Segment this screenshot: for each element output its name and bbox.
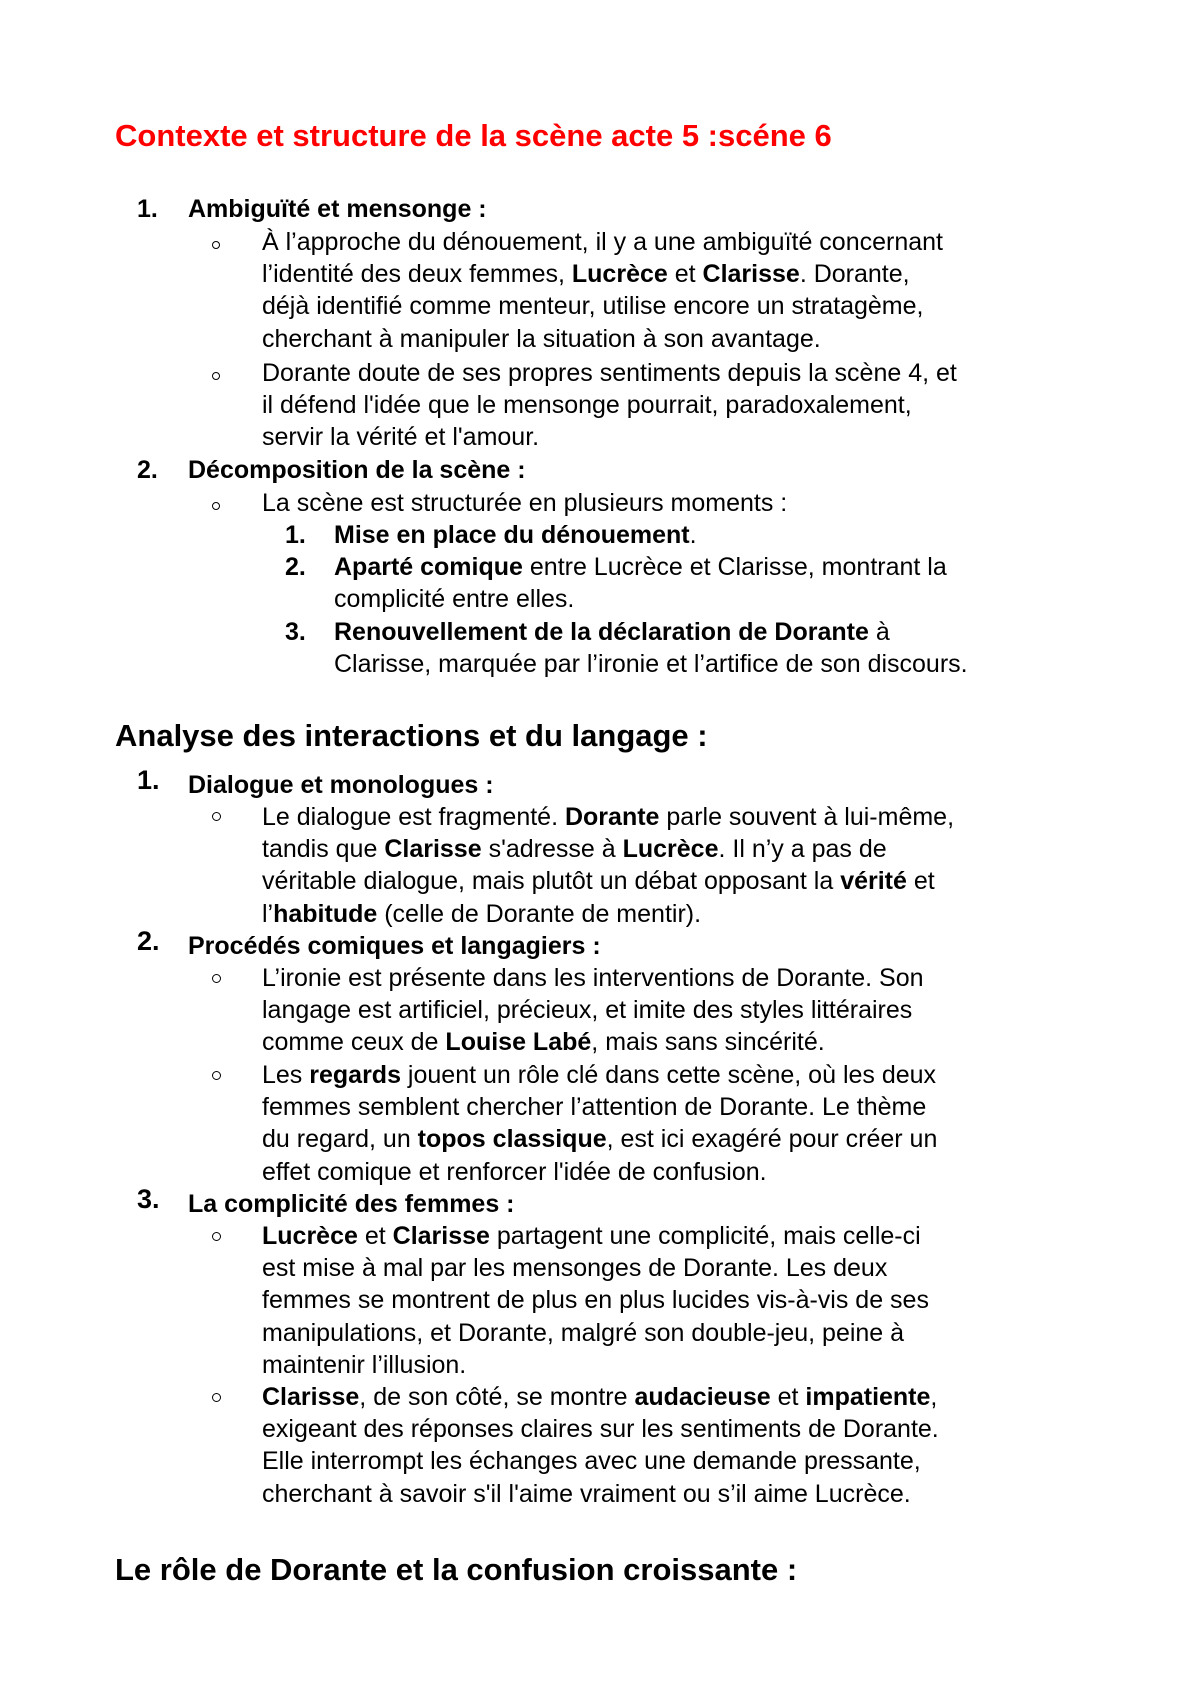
- bullet-icon: [212, 1232, 221, 1241]
- bullet-icon: [212, 502, 220, 510]
- paragraph-doute: [262, 357, 957, 454]
- paragraph-ambiguite: [262, 226, 943, 355]
- item-heading-ambiguite: Ambiguïté et mensonge :: [188, 195, 487, 223]
- text-line: l’identité des deux femmes, Lucrèce et Clarisse. Dorante,: [262, 260, 910, 289]
- list-number: 2.: [285, 553, 306, 581]
- bullet-icon: [212, 1393, 221, 1402]
- paragraph-complicite: Lucrèce et Clarisse partagent une complicité, mais celle-ci est mise à mal par les mensonges de Dorante. Les deux femmes se montrent de plus en plus lucides vis-à-vis de ses manipulations, et Dorante, malgré son double-jeu, peine à maintenir l’illusion.: [262, 1222, 929, 1379]
- text-line: servir la vérité et l'amour.: [262, 423, 540, 452]
- text-line: cherchant à manipuler la situation à son avantage.: [262, 324, 821, 353]
- item-heading-decomposition: Décomposition de la scène :: [188, 456, 526, 484]
- list-number: 2.: [137, 926, 160, 956]
- paragraph-dialogue: Le dialogue est fragmenté. Dorante parle souvent à lui-même, tandis que Clarisse s'adresse à Lucrèce. Il n’y a pas de véritable dialogue, mais plutôt un débat opposant la vérité et l’habitude (celle de Dorante de mentir).: [262, 803, 955, 928]
- bullet-icon: [212, 241, 220, 249]
- text-line: À l’approche du dénouement, il y a une ambiguïté concernant: [262, 228, 944, 256]
- bullet-icon: [212, 974, 221, 983]
- bullet-icon: [212, 812, 221, 821]
- paragraph-structure: La scène est structurée en plusieurs moments :: [262, 489, 788, 517]
- bullet-icon: [212, 1071, 221, 1080]
- text-line: Dorante doute de ses propres sentiments depuis la scène 4, et: [262, 359, 957, 387]
- section-title-context: Contexte et structure de la scène acte 5 :scéne 6: [115, 118, 832, 153]
- text-line: déjà identifié comme menteur, utilise encore un stratagème,: [262, 292, 924, 321]
- list-number: 1.: [137, 195, 158, 223]
- list-number: 1.: [137, 765, 160, 795]
- list-number: 3.: [137, 1184, 160, 1214]
- paragraph-clarisse: Clarisse, de son côté, se montre audacieuse et impatiente, exigeant des réponses claires sur les sentiments de Dorante. Elle interrompt les échanges avec une demande pressante, cherchant à savoir s'il l'aime vraiment ou s’il aime Lucrèce.: [262, 1383, 939, 1508]
- item-heading-complicite: La complicité des femmes :: [188, 1190, 515, 1218]
- paragraph-regards: Les regards jouent un rôle clé dans cette scène, où les deux femmes semblent chercher l’attention de Dorante. Le thème du regard, un topos classique, est ici exagéré pour créer un effet comique et renforcer l'idée de confusion.: [262, 1061, 938, 1186]
- item-heading-procedes: Procédés comiques et langagiers :: [188, 932, 601, 960]
- bullet-icon: [212, 372, 220, 380]
- list-number: 1.: [285, 521, 306, 549]
- section-title-role-dorante: Le rôle de Dorante et la confusion croissante :: [115, 1552, 798, 1587]
- paragraph-ironie: L’ironie est présente dans les interventions de Dorante. Son langage est artificiel, précieux, et imite des styles littéraires comme ceux de Louise Labé, mais sans sincérité.: [262, 964, 924, 1057]
- sub-item-aparte: Aparté comique entre Lucrèce et Clarisse, montrant la complicité entre elles.: [334, 553, 947, 614]
- list-number: 3.: [285, 618, 306, 646]
- item-heading-dialogue: Dialogue et monologues :: [188, 771, 494, 799]
- text-line: il défend l'idée que le mensonge pourrait, paradoxalement,: [262, 391, 912, 420]
- sub-item-mise-en-place: Mise en place du dénouement.: [334, 521, 697, 549]
- sub-item-renouvellement: Renouvellement de la déclaration de Dorante à Clarisse, marquée par l’ironie et l’artifice de son discours.: [334, 618, 968, 679]
- list-number: 2.: [137, 456, 158, 484]
- section-title-analyse: Analyse des interactions et du langage :: [115, 718, 708, 753]
